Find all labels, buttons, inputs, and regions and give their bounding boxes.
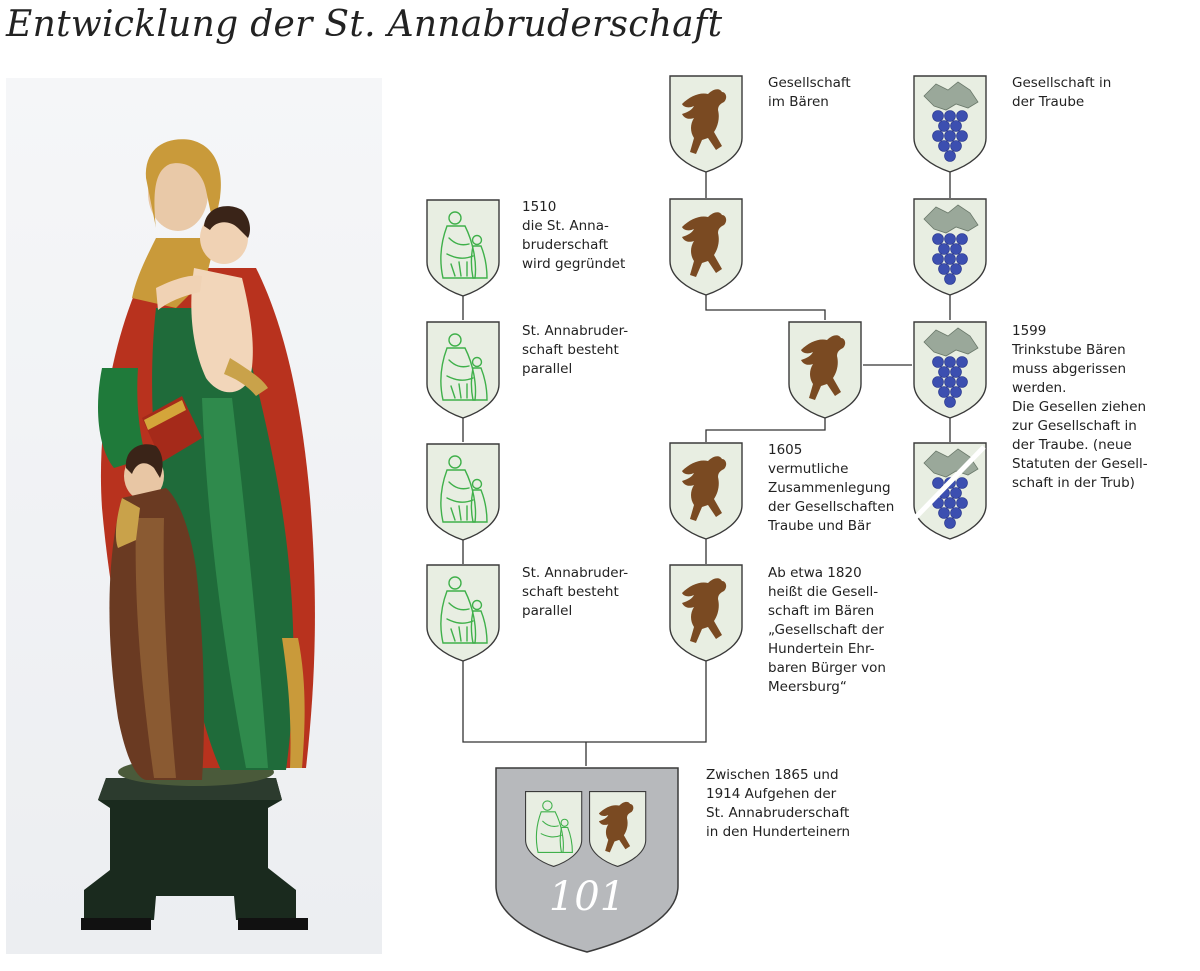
shield-grapes-2 [912,197,988,301]
saint-anna-icon [425,442,501,542]
shield-grapes-1 [912,74,988,178]
note-1820: Ab etwa 1820 heißt die Gesell- schaft im Bären „Gesellschaft der Hundertein Ehr- baren Bürger von Meersburg“ [768,565,886,695]
shield-grapes-1599 [912,320,988,424]
shield-anna-parallel-1 [425,320,501,424]
bear-icon [668,197,744,297]
note-1599: 1599 Trinkstube Bären muss abgerissen werden. Die Gesellen ziehen zur Gesellschaft in der Traube. (neue Statuten der Gesell- schaft in der Trub) [1012,323,1148,491]
saint-anna-icon [425,320,501,420]
bear-icon [787,320,863,420]
note-gesellschaft-traube: Gesellschaft in der Traube [1012,75,1112,110]
note-1865-1914: Zwischen 1865 und 1914 Aufgehen der St. Annabruderschaft in den Hunderteinern [706,767,851,840]
page-title: Entwicklung der St. Annabruderschaft [6,4,723,45]
grapes-icon [912,74,988,174]
note-1510: 1510 die St. Anna- bruderschaft wird gegründet [522,199,626,272]
shield-101-final [494,766,680,958]
bear-icon [590,792,646,867]
shield-bear-1820 [668,563,744,667]
bear-icon [668,441,744,541]
saint-anna-icon [526,792,582,867]
shield-bear-1 [668,74,744,178]
grapes-icon [912,197,988,297]
note-anna-parallel-2: St. Annabruder- schaft besteht parallel [522,565,629,619]
bear-icon [668,563,744,663]
note-gesellschaft-baeren: Gesellschaft im Bären [768,75,851,110]
note-anna-parallel-1: St. Annabruder- schaft besteht parallel [522,323,629,377]
shield-anna-3 [425,442,501,546]
shield-grapes-struck [912,441,988,545]
grapes-icon [912,320,988,420]
grapes-icon [912,441,988,541]
saint-anna-icon [425,198,501,298]
shield-anna-parallel-2 [425,563,501,667]
shield-bear-merged [787,320,863,424]
shield-bear-1605 [668,441,744,545]
shield-anna-1510 [425,198,501,302]
shield-bear-2 [668,197,744,301]
saint-anna-icon [425,563,501,663]
final-shield-number: 101 [548,874,626,920]
note-1605: 1605 vermutliche Zusammenlegung der Gesellschaften Traube und Bär [768,442,895,534]
bear-icon [668,74,744,174]
